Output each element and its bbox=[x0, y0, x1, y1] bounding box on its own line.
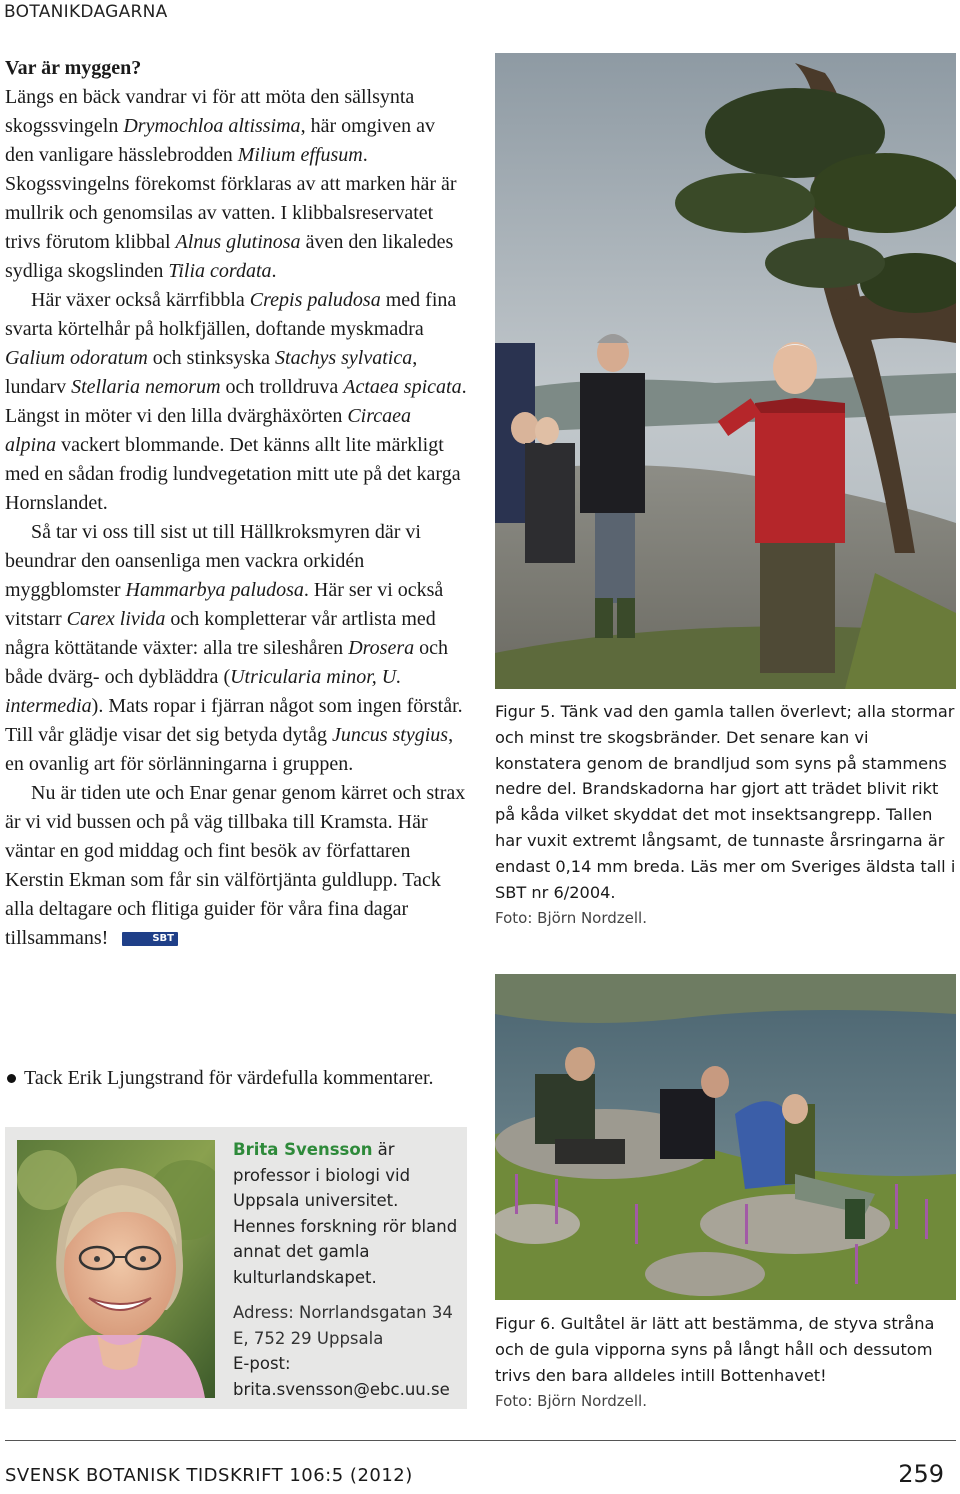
figure-6-credit: Foto: Björn Nordzell. bbox=[495, 1392, 647, 1411]
text-run: vackert blommande. Det känns allt lite märkligt med en sådan frodig lundvegetation mitt ute på det karga Hornslandet. bbox=[5, 434, 461, 514]
text-run: ). Mats ropar i fjärran något som ingen förstår. Till vår glädje visar det sig betyda dytåg bbox=[5, 695, 463, 746]
text-run: Nu är tiden ute och Enar genar genom kärret och strax är vi vid bussen och på väg tillbaka till Kramsta. Här väntar en god middag och fint besök av författaren Kerstin Ekman som får sin välförtjänta guldlupp. Tack alla deltagare och flitiga guider för våra fina dagar tillsammans! bbox=[5, 782, 466, 949]
species-name: Crepis paludosa bbox=[249, 289, 381, 311]
author-address: Adress: Norrlandsgatan 34 E, 752 29 Uppsala bbox=[233, 1303, 453, 1348]
species-name: Circaea alpina bbox=[5, 405, 412, 456]
paragraph-1 bbox=[5, 83, 467, 286]
paragraph-4-text bbox=[5, 782, 465, 949]
species-name: Stachys sylvatica bbox=[275, 347, 413, 369]
figure-5-photo bbox=[495, 53, 956, 689]
text-run: . bbox=[271, 260, 277, 282]
figure-5-caption bbox=[495, 699, 957, 932]
acknowledgement-text: Tack Erik Ljungstrand för värdefulla kommentarer. bbox=[24, 1067, 434, 1089]
author-box bbox=[5, 1127, 467, 1409]
figure-6-caption bbox=[495, 1311, 957, 1415]
article-body bbox=[5, 54, 467, 953]
footer-journal-title: SVENSK BOTANISK TIDSKRIFT 106:5 (2012) bbox=[5, 1465, 413, 1486]
figure-5-label: Figur 5. bbox=[495, 702, 556, 721]
paragraph-4 bbox=[5, 779, 467, 953]
author-bio-text: är professor i biologi vid Uppsala universitet. Hennes forskning rör bland annat det gamla kulturlandskapet. bbox=[233, 1140, 458, 1287]
section-heading: Var är myggen? bbox=[5, 57, 142, 79]
author-portrait-photo bbox=[17, 1140, 215, 1398]
species-name: Drymochloa altissima bbox=[123, 115, 301, 137]
text-run: och stinksyska bbox=[147, 347, 276, 369]
author-bio bbox=[233, 1137, 459, 1402]
page-number: 259 bbox=[898, 1460, 944, 1488]
author-description bbox=[233, 1137, 459, 1290]
species-name: Galium odoratum bbox=[5, 347, 148, 369]
footer-divider bbox=[5, 1440, 956, 1441]
species-name: Actaea spicata bbox=[343, 376, 462, 398]
figure-5-caption-text: Tänk vad den gamla tallen överlevt; alla stormar och minst tre skogsbränder. Det senare kan vi konstatera genom de brandljud som syns på stammens nedre del. Brandskadorna har gjort att trädet blivit rikt på kåda vilket skyddat det mot insektsangrepp. Tallen har vuxit extremt långsamt, de tunnaste årsringarna är endast 0,14 mm breda. Läs mer om Sveriges äldsta tall i SBT nr 6/2004. bbox=[495, 702, 956, 902]
text-run: . Längst in möter vi den lilla dvärghäxörten bbox=[5, 376, 467, 427]
text-run: och kompletterar vår artlista med några köttätande växter: alla tre sileshåren bbox=[5, 608, 436, 659]
species-name: Alnus glutinosa bbox=[175, 231, 301, 253]
text-run: , här omgiven av den vanligare hässlebrodden bbox=[5, 115, 435, 166]
paragraph-2 bbox=[5, 286, 467, 518]
figure-6-caption-text: Gultåtel är lätt att bestämma, de styva stråna och de gula vipporna syns på långt håll och dessutom trivs den bara alldeles intill Bottenhavet! bbox=[495, 1314, 935, 1385]
figure-6-photo bbox=[495, 974, 956, 1300]
acknowledgement bbox=[5, 1064, 467, 1093]
text-run: , en ovanlig art för sörlänningarna i gruppen. bbox=[5, 724, 454, 775]
text-run: och trolldruva bbox=[220, 376, 344, 398]
paragraph-3 bbox=[5, 518, 467, 779]
species-name: Tilia cordata bbox=[168, 260, 272, 282]
species-name: Drosera bbox=[348, 637, 415, 659]
text-run: med fina svarta körtelhår på holkfjällen, doftande myskmadra bbox=[5, 289, 457, 340]
figure-5-credit: Foto: Björn Nordzell. bbox=[495, 909, 647, 928]
text-run: även den likaledes sydliga skogslinden bbox=[5, 231, 454, 282]
author-name: Brita Svensson bbox=[233, 1140, 373, 1159]
author-email: E-post: brita.svensson@ebc.uu.se bbox=[233, 1354, 450, 1399]
text-run: . Här ser vi också vitstarr bbox=[5, 579, 444, 630]
species-name: Hammarbya paludosa bbox=[125, 579, 304, 601]
text-run: och både dvärg- och dybläddra ( bbox=[5, 637, 449, 688]
text-run: . Skogssvingelns förekomst förklaras av att marken här är mullrik och genomsilas av vatten. I klibbalsreservatet trivs förutom klibbal bbox=[5, 144, 457, 253]
figure-6-label: Figur 6. bbox=[495, 1314, 556, 1333]
species-name: Utricularia minor, U. intermedia bbox=[5, 666, 402, 717]
running-head: BOTANIKDAGARNA bbox=[4, 2, 168, 22]
text-run: Här växer också kärrfibbla bbox=[31, 289, 250, 311]
text-run: Så tar vi oss till sist ut till Hällkroksmyren där vi beundrar den oansenliga men vackra orkidén myggblomster bbox=[5, 521, 421, 601]
bullet-icon bbox=[7, 1074, 16, 1083]
text-run: , lundarv bbox=[5, 347, 418, 398]
sbt-end-logo: SBT bbox=[122, 932, 178, 946]
text-run: Längs en bäck vandrar vi för att möta den sällsynta skogssvingeln bbox=[5, 86, 415, 137]
species-name: Juncus stygius bbox=[331, 724, 449, 746]
species-name: Stellaria nemorum bbox=[71, 376, 221, 398]
species-name: Carex livida bbox=[66, 608, 166, 630]
species-name: Milium effusum bbox=[237, 144, 363, 166]
